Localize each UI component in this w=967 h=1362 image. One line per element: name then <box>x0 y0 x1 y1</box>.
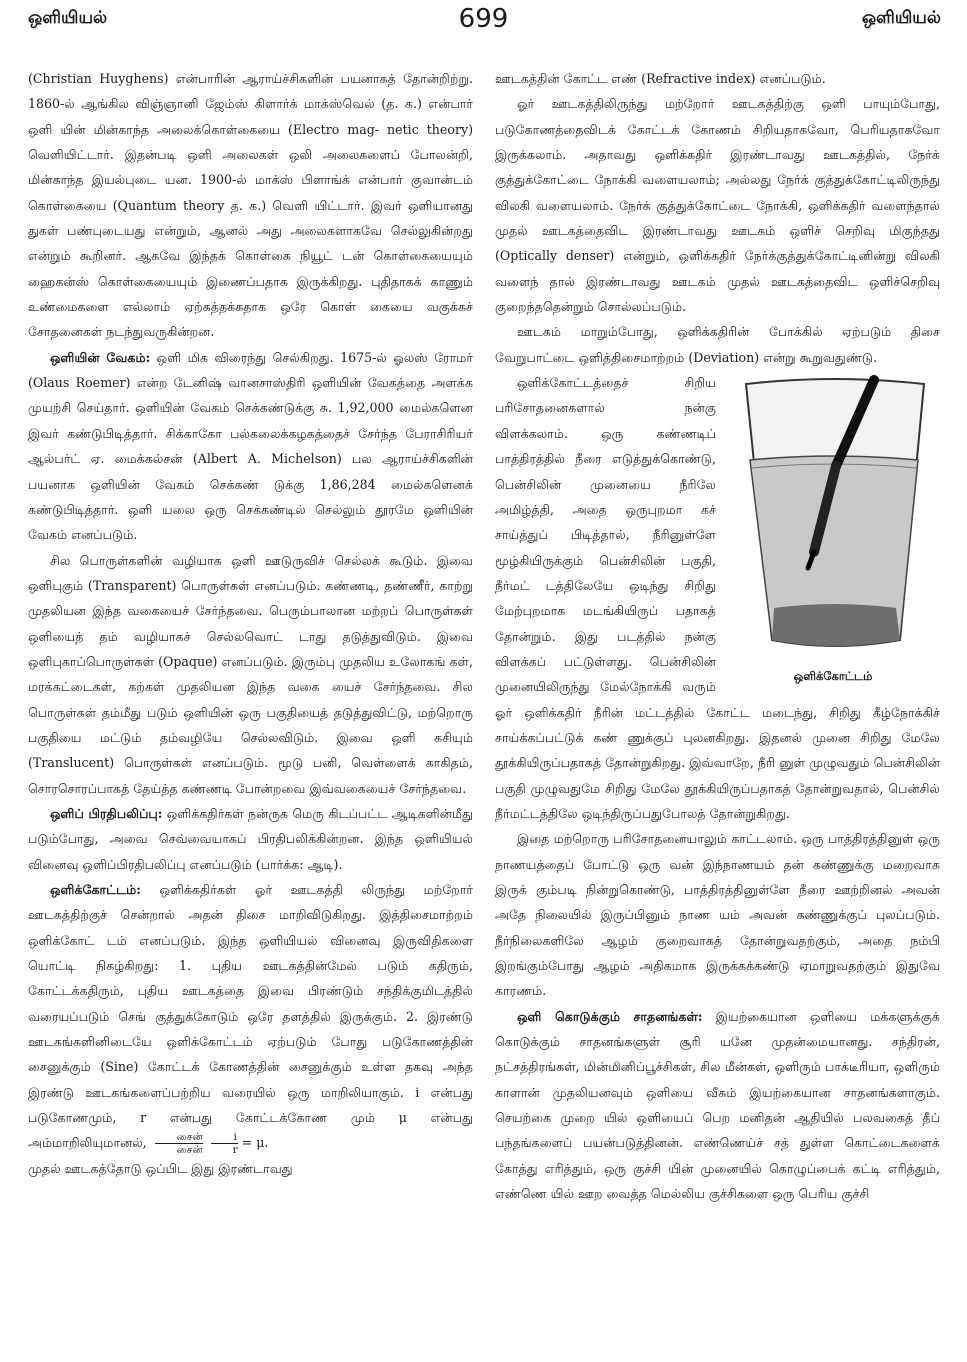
formula-denominator: சைன் <box>176 1144 203 1157</box>
section-heading: ஒளியின் வேகம்: <box>50 349 151 365</box>
paragraph: (Christian Huyghens) என்பாரின் ஆராய்ச்சிகளின் பயனாகத் தோன்றிற்று. 1860-ல் ஆங்கில விஞ்ஞானி ஜேம்ஸ் கிளார்க் மாக்ஸ்வெல் (த. க.) என்பார் ஒளி யின் மின்காந்த அலைக்கொள்கையை (Electro mag- netic theory) வெளியிட்டார். இதன்படி ஒளி அலைகள் ஒலி அலைகளைப் போலன்றி, மின்காந்த இயல்புடை யன. 1900-ல் மாக்ஸ் பிளாங்க் என்பார் குவான்டம் கொள்கையை (Quantum theory த. க.) வெளி யிட்டார். இவர் ஒளியானது துகள் பண்புடையது என்றும், ஆனல் அது அலைகளாகவே செல்லுகின்றது என்றும் கூறினர். ஆகவே இந்தக் கொள்கை நியூட் டன் கொள்கையையும் ஹைகன்ஸ் கொள்கையையும் இணைப்பதாக இருக்கிறது. புதிதாகக் காணும் உண்மைகளை எல்லாம் ஏற்கத்தக்கதாக ஒரே கொள் கையை வகுக்கச் சோதனைகள் நடந்துவருகின்றன. <box>28 71 473 340</box>
section-heading: ஒளிக்கோட்டம்: <box>50 882 141 897</box>
formula-denominator: r <box>232 1144 238 1157</box>
formula-result: = μ. <box>241 1135 269 1151</box>
section-heading: ஒளி கொடுக்கும் சாதனங்கள்: <box>517 1008 703 1024</box>
paragraph-text: ஒளிக்கதிர்கள் ஓர் ஊடகத்தி லிருந்து மற்றோர் ஊடகத்திற்குச் சென்றால் அதன் திசை மாறிவிடுகிறது. இத்திசைமாற்றம் ஒளிக்கோட் டம் எனப்படும். இந்த ஒளியியல் வினைவு இருவிதிகளை யொட்டி நிகழ்கிறது: 1. புதிய ஊடகத்தின்மேல் படும் கதிரும், கோட்டக்கதிரும், புதிய ஊடகத்தை இவை பிரண்டும் சந்திக்குமிடத்தில் வரையப்படும் செங் குத்துக்கோடும் ஒரே தளத்தில் இருக்கும். 2. இரண்டு ஊடகங்களினிடையே ஒளிக்கோட்டம் ஏற்படும் போது படுகோணத்தின் சைனுக்கும் (Sine) கோட்டக் கோணத்தின் சைனுக்கும் உள்ள தகவு அந்த இரண்டு ஊடகங்களைப்பற்றிய வரையில் ஒரு மாறிலியாகும். i என்பது படுகோணமும், r என்பது கோட்டக்கோண மும் μ என்பது அம்மாறிலியுமானல், <box>28 882 473 1151</box>
formula-numerator: சைன் <box>155 1131 203 1144</box>
glass-with-pencil-illustration <box>724 372 942 662</box>
section-heading: ஒளிப் பிரதிபலிப்பு: <box>50 805 163 821</box>
right-column <box>495 66 940 1206</box>
formula-numerator: i <box>211 1131 238 1144</box>
header-right-title: ஒளியியல் <box>861 8 941 28</box>
header-left-title: ஒளியியல் <box>28 8 108 28</box>
paragraph-text: இயற்கையான ஒளியை மக்களுக்குக் கொடுக்கும் சாதனங்களுள் சூரி யனே முதன்மையானது. சந்திரன், நட்சத்திரங்கள், மின்மினிப்பூச்சிகள், சில மீன்கள், ஒளிரும் பாக்டீரியா, ஒளிரும் காளான் முதலியனவும் ஒளியை வீசும் இயற்கையான சாதனங்களாகும். செயற்கை முறை யில் ஒளியைப் பெற மனிதன் ஆதியில் பலவகைத் தீப் பந்தங்களைப் பயன்படுத்தினன். எண்ணெய்ச் சத் துள்ள கொட்டைகளைக் கோத்து எரித்தும், ஒரு குச்சி யின் முனையில் கொழுப்பைக் கட்டி எரித்தும், எண்ணெ யில் ஊற வைத்த மெல்லிய குச்சிகளை ஒரு பெரிய குச்சி <box>495 1008 940 1202</box>
paragraph <box>28 877 473 1156</box>
paragraph-text: ஒளி மிக விரைந்து செல்கிறது. 1675-ல் ஓலஸ் ரோமர் (Olaus Roemer) என்ற டேனிஷ் வானசாஸ்திரி ஒளியின் வேகத்தை அளக்க முயற்சி செய்தார். ஒளியின் வேகம் செக்கண்டுக்கு சு. 1,92,000 மைல்களென இவர் கண்டுபிடித்தார். சிக்காகோ பல்கலைக்கழகத்தைச் சேர்ந்த பேராசிரியர் ஆல்பர்ட் ஏ. மைக்கல்சன் (Albert A. Michelson) பல ஆராய்ச்சிகளின் பயனாக ஒளியின் வேகம் செக்கண் டுக்கு 1,86,284 மைல்களெனக் கண்டுபிடித்தார். ஒளி யலை ஒரு செக்கண்டில் செல்லும் தூரமே ஒளியின் வேகம் எனப்படும். <box>28 349 473 543</box>
page-number: 699 <box>458 4 509 34</box>
figure-caption: ஒளிக்கோட்டம் <box>793 669 873 684</box>
paragraph: ஓர் ஊடகத்திலிருந்து மற்றோர் ஊடகத்திற்கு ஒளி பாயும்போது, படுகோணத்தைவிடக் கோட்டக் கோணம் சிறியதாகவோ, பெரியதாகவோ இருக்கலாம். அதாவது ஒளிக்கதிர் இரண்டாவது ஊடகத்தில், நேர்க் குத்துக்கோட்டை நோக்கி வளையலாம்; அல்லது நேர்க் குத்துக்கோட்டிலிருந்து விலகி வளையலாம். நேர்க் குத்துக்கோட்டை நோக்கி, ஒளிக்கதிர் வளைந்தால் முதல் ஊடகத்தைவிட இரண்டாவது ஊடகம் ஒளிச் செறிவு மிகுந்தது (Optically denser) என்றும், ஒளிக்கதிர் நேர்க்குத்துக்கோட்டினின்று விலகி வளைந் தால் இரண்டாவது ஊடகம் முதல் ஊடகத்தைவிட ஒளிச்செறிவு குறைந்ததென்றும் சொல்லப்படும். <box>495 96 940 315</box>
paragraph <box>28 801 473 877</box>
refraction-figure <box>724 372 942 694</box>
left-column <box>28 66 473 1182</box>
formula-fraction <box>211 1131 238 1156</box>
paragraph: ஒளிக்கோட்டத்தைச் சிறிய பரிசோதனைகளால் நன்கு விளக்கலாம். ஒரு கண்ணடிப் பாத்திரத்தில் நீரை எடுத்துக்கொண்டு, பென்சிலின் முனையை நீரிலே அமிழ்த்தி, அதை ஒருபுறமா கச் சாய்த்துப் பிடித்தால், நீரினுள்ளே மூழ்கியிருக்கும் பென்சிலின் பகுதி, நீர்மட் டத்திலேயே ஒடிந்து சிறிது மேற்புறமாக மடங்கியிருப் பதாகத் தோன்றும். இது படத்தில் நன்கு விளக்கப் பட்டுள்ளது. பென்சிலின் முனையிலிருந்து மேல்நோக்கி வரும் ஓர் ஒளிக்கதிர் நீரின் மட்டத்தில் கோட்ட மடைந்து, சிறிது கீழ்நோக்கிச் சாய்க்கப்பட்டுக் கண் ணுக்குப் புலனகிறது. இதனல் முனை சிறிது மேலே தூக்கியிருப்பதாகத் தோன்றுகிறது. இவ்வாறே, நீரி னுள் முழுவதும் பென்சிலின் பகுதி முழுவதுமே சிறிது மேலே தூக்கியிருப்பதாகத் தோன்றுவதால், பென்சில் நீர்மட்டத்திலே ஒடிந்திருப்பதுபோலத் தோன்றுகிறது. <box>495 375 940 821</box>
paragraph: ஊடகம் மாறும்போது, ஒளிக்கதிரின் போக்கில் ஏற்படும் திசை வேறுபாட்டை ஒளித்திசைமாற்றம் (Deviation) என்று கூறுவதுண்டு. <box>495 324 940 365</box>
paragraph: இதை மற்றொரு பரிசோதனையாலும் காட்டலாம். ஒரு பாத்திரத்தினுள் ஒரு நாணயத்தைப் போட்டு ஒரு வன் இந்நாணயம் தன் கண்ணுக்கு மறைவாக இருக் கும்படி நின்றுகொண்டு, பாத்திரத்தினுள்ளே நீரை ஊற்றினல் அவன் அதே நிலையில் இருப்பினும் நாண யம் அவன் கண்ணுக்குப் புலப்படும். நீர்நிலைகளிலே ஆழம் குறைவாகத் தோன்றுவதற்கும், அதை நம்பி இறங்கும்போது ஆழம் அதிகமாக இருக்கக்கண்டு ஏமாறுவதற்கும் இதுவே காரணம். <box>495 831 940 999</box>
paragraph: ஊடகத்தின் கோட்ட எண் (Refractive index) எனப்படும். <box>495 71 826 86</box>
paragraph <box>495 1004 940 1207</box>
paragraph: சில பொருள்களின் வழியாக ஒளி ஊடுருவிச் செல்லக் கூடும். இவை ஒளிபுகும் (Transparent) பொருள்கள் எனப்படும். கண்ணடி, தண்ணீர், காற்று முதலியன இந்த வகையைச் சேர்ந்தவை. பெரும்பாலான மற்றப் பொருள்கள் ஒளியைத் தம் வழியாகச் செல்லவொட் டாது தடுத்துவிடும். இவை ஒளிபுகாப்பொருள்கள் (Opaque) எனப்படும். இரும்பு முதலிய உலோகங் கள், மரக்கட்டைகள், கற்கள் முதலியன இந்த வகை யைச் சேர்ந்தவை. சில பொருள்கள் தம்மீது படும் ஒளியின் ஒரு பகுதியைத் தடுத்துவிட்டு, மற்றொரு பகுதியை மட்டும் தம்வழியே செல்லவிடும். இவை ஒளி கசியும் (Translucent) பொருள்கள் எனப்படும். மூடு பனி, வெள்ளைக் காகிதம், சொரசொரப்பாகத் தேய்த்த கண்ணடி போன்றவை இவ்வகையைச் சேர்ந்தவை. <box>28 552 473 796</box>
formula-fraction <box>155 1131 203 1156</box>
paragraph <box>28 345 473 548</box>
paragraph: முதல் ஊடகத்தோடு ஒப்பிட இது இரண்டாவது <box>28 1161 293 1177</box>
paragraph-text: ஒளிக்கதிர்கள் நன்ருக மெரு கிடப்பட்ட ஆடிகளின்மீது படும்போது, அவை செவ்வையாகப் பிரதிபலிக்கின்றன. இந்த ஒளியியல் வினைவு ஒளிப்பிரதிபலிப்பு எனப்படும் (பார்க்க: ஆடி). <box>28 805 473 872</box>
